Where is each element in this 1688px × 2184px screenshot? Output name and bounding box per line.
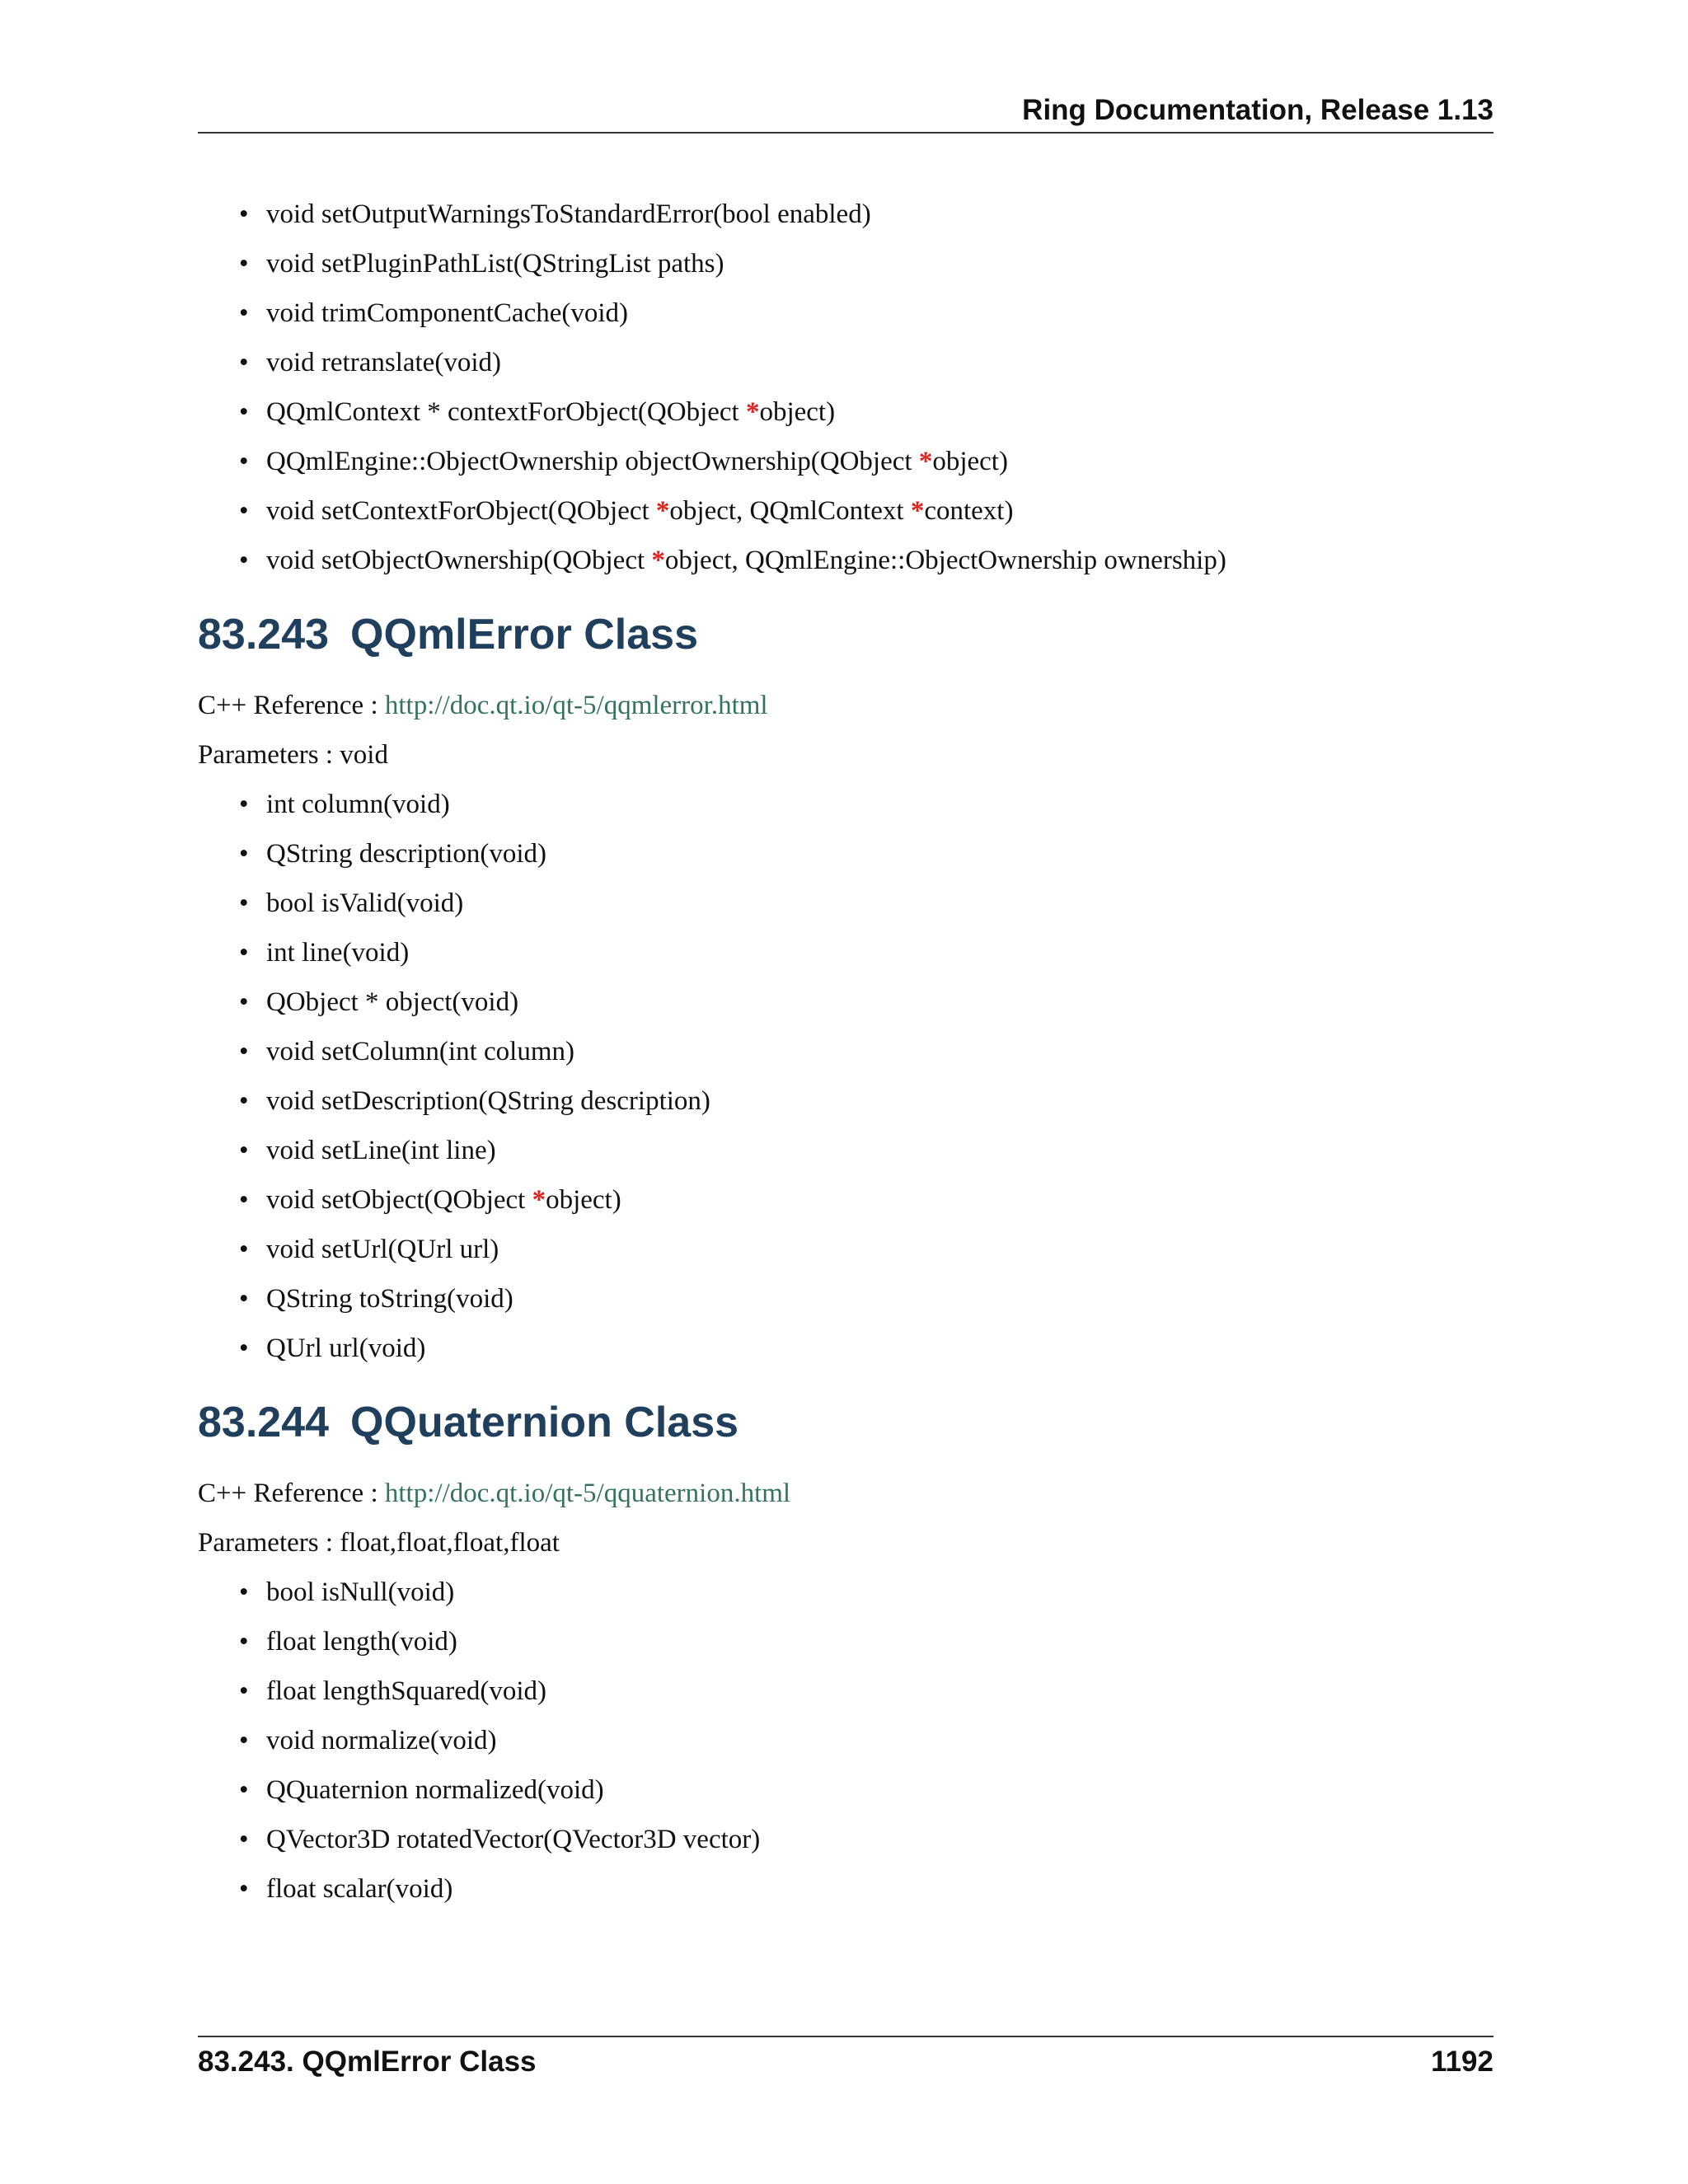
method-item	[239, 1035, 1493, 1068]
method-item	[239, 1675, 1493, 1708]
method-item	[239, 1625, 1493, 1658]
method-signature-text: QString description(void)	[266, 839, 547, 869]
section-qqmlerror	[198, 610, 1493, 1365]
cpp-reference-label: C++ Reference :	[198, 691, 385, 720]
bullet-icon: •	[239, 938, 249, 968]
method-signature-text: void retranslate(void)	[266, 348, 501, 377]
method-item	[239, 1872, 1493, 1905]
bullet-icon: •	[239, 1825, 249, 1854]
method-signature-text: void setLine(int line)	[266, 1136, 496, 1165]
bullet-icon: •	[239, 546, 249, 575]
cpp-reference-link[interactable]: http://doc.qt.io/qt-5/qqmlerror.html	[384, 691, 768, 720]
method-signature-text: void trimComponentCache(void)	[266, 298, 629, 328]
bullet-icon: •	[239, 298, 249, 328]
bullet-icon: •	[239, 1676, 249, 1706]
method-list	[198, 788, 1493, 1365]
method-item	[239, 1774, 1493, 1807]
section-number: 83.243	[198, 611, 330, 658]
pointer-asterisk: *	[918, 447, 933, 476]
method-item	[239, 788, 1493, 821]
method-signature-text: float length(void)	[266, 1627, 457, 1657]
bullet-icon: •	[239, 496, 249, 526]
method-item	[239, 396, 1493, 429]
bullet-icon: •	[239, 1775, 249, 1805]
page-number: 1192	[1431, 2046, 1493, 2078]
pointer-asterisk: *	[651, 546, 665, 575]
pointer-asterisk: *	[910, 496, 925, 526]
bullet-icon: •	[239, 1037, 249, 1066]
method-item	[239, 1282, 1493, 1315]
method-signature-text: void setDescription(QString description)	[266, 1086, 710, 1116]
method-signature-text: QString toString(void)	[266, 1284, 513, 1314]
bullet-icon: •	[239, 987, 249, 1017]
cpp-reference-label: C++ Reference :	[198, 1479, 385, 1508]
running-header	[198, 92, 1493, 134]
parameters-label: Parameters :	[198, 740, 340, 770]
pointer-asterisk: *	[745, 397, 760, 427]
method-signature-text: context)	[924, 496, 1014, 526]
method-signature-text: QQmlContext * contextForObject(QObject	[266, 397, 746, 427]
method-signature-text: float lengthSquared(void)	[266, 1676, 546, 1706]
method-signature-text: object, QQmlContext	[669, 496, 911, 526]
footer-section: 83.243. QQmlError Class	[198, 2046, 537, 2078]
method-signature-text: void setContextForObject(QObject	[266, 496, 656, 526]
method-signature-text: QQmlEngine::ObjectOwnership objectOwnership(QObject	[266, 447, 919, 476]
parameters-line	[198, 1526, 1493, 1559]
section-heading	[198, 610, 1493, 659]
section-heading	[198, 1398, 1493, 1447]
method-signature-text: float scalar(void)	[266, 1874, 453, 1904]
method-item	[239, 346, 1493, 379]
method-signature-text: QObject * object(void)	[266, 987, 519, 1017]
section-qquaternion	[198, 1398, 1493, 1905]
bullet-icon: •	[239, 888, 249, 918]
method-item	[239, 544, 1493, 577]
bullet-icon: •	[239, 1136, 249, 1165]
method-signature-text: void setPluginPathList(QStringList paths)	[266, 249, 724, 279]
method-item	[239, 1823, 1493, 1856]
bullet-icon: •	[239, 1874, 249, 1904]
bullet-icon: •	[239, 1577, 249, 1607]
pointer-asterisk: *	[655, 496, 670, 526]
method-list	[198, 1576, 1493, 1905]
section-number: 83.244	[198, 1399, 330, 1446]
running-footer	[198, 2036, 1493, 2080]
cpp-reference	[198, 689, 1493, 722]
method-signature-text: int column(void)	[266, 790, 450, 819]
bullet-icon: •	[239, 1185, 249, 1215]
bullet-icon: •	[239, 249, 249, 279]
method-item	[239, 1576, 1493, 1609]
method-signature-text: QQuaternion normalized(void)	[266, 1775, 604, 1805]
method-item	[239, 1183, 1493, 1216]
method-signature-text: object)	[759, 397, 836, 427]
bullet-icon: •	[239, 1627, 249, 1657]
bullet-icon: •	[239, 397, 249, 427]
method-signature-text: void setObjectOwnership(QObject	[266, 546, 652, 575]
method-signature-text: object)	[932, 447, 1008, 476]
method-item	[239, 494, 1493, 527]
bullet-icon: •	[239, 839, 249, 869]
cpp-reference-link[interactable]: http://doc.qt.io/qt-5/qquaternion.html	[384, 1479, 791, 1508]
section-title: QQmlError Class	[350, 611, 698, 658]
parameters-line	[198, 738, 1493, 771]
method-item	[239, 198, 1493, 231]
method-item	[239, 887, 1493, 920]
pointer-asterisk: *	[532, 1185, 546, 1215]
bullet-icon: •	[239, 1333, 249, 1363]
method-signature-text: void setOutputWarningsToStandardError(bool enabled)	[266, 199, 871, 229]
bullet-icon: •	[239, 1086, 249, 1116]
document-page	[198, 0, 1493, 2184]
method-signature-text: void setColumn(int column)	[266, 1037, 574, 1066]
section-title: QQuaternion Class	[350, 1399, 739, 1446]
method-signature-text: bool isNull(void)	[266, 1577, 455, 1607]
parameters-label: Parameters :	[198, 1528, 340, 1558]
method-item	[239, 247, 1493, 280]
method-item	[239, 1724, 1493, 1757]
cpp-reference	[198, 1477, 1493, 1510]
method-item	[239, 1085, 1493, 1118]
method-signature-text: object)	[546, 1185, 621, 1215]
method-item	[239, 936, 1493, 969]
method-item	[239, 986, 1493, 1019]
method-signature-text: void normalize(void)	[266, 1726, 497, 1755]
bullet-icon: •	[239, 1284, 249, 1314]
bullet-icon: •	[239, 447, 249, 476]
method-item	[239, 1134, 1493, 1167]
method-signature-text: void setUrl(QUrl url)	[266, 1235, 499, 1264]
parameters-value: void	[340, 740, 388, 770]
header-title: Ring Documentation, Release 1.13	[1022, 94, 1493, 126]
method-item	[239, 297, 1493, 330]
method-signature-text: QUrl url(void)	[266, 1333, 426, 1363]
method-signature-text: void setObject(QObject	[266, 1185, 532, 1215]
method-signature-text: QVector3D rotatedVector(QVector3D vector)	[266, 1825, 761, 1854]
method-item	[239, 837, 1493, 870]
bullet-icon: •	[239, 790, 249, 819]
bullet-icon: •	[239, 348, 249, 377]
bullet-icon: •	[239, 199, 249, 229]
method-signature-text: object, QQmlEngine::ObjectOwnership ownership)	[664, 546, 1226, 575]
method-item	[239, 1233, 1493, 1266]
page-content	[198, 198, 1493, 1922]
parameters-value: float,float,float,float	[340, 1528, 560, 1558]
intro-method-list	[198, 198, 1493, 577]
method-item	[239, 1332, 1493, 1365]
bullet-icon: •	[239, 1235, 249, 1264]
method-signature-text: int line(void)	[266, 938, 410, 968]
method-signature-text: bool isValid(void)	[266, 888, 464, 918]
bullet-icon: •	[239, 1726, 249, 1755]
method-item	[239, 445, 1493, 478]
